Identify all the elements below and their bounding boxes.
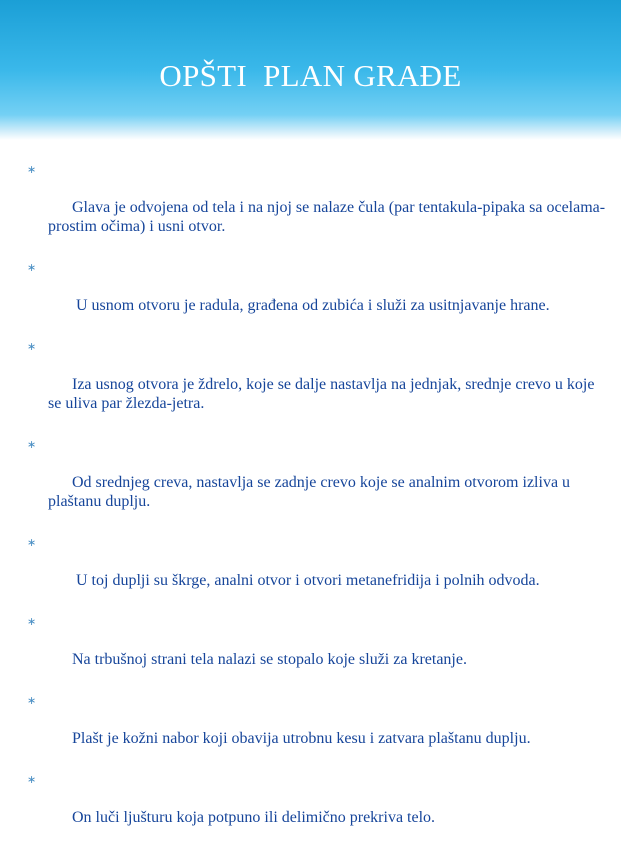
bullet-star-icon: ∗ [27,694,37,707]
bullet-star-icon: ∗ [27,163,37,176]
bullet-star-icon: ∗ [27,536,37,549]
bullet-star-icon: ∗ [27,773,37,786]
bullet-item [0,337,638,432]
bullet-item [0,612,638,688]
bullet-item [0,770,638,846]
bullet-text: U toj duplji su škrge, analni otvor i otvori metanefridija i polnih odvoda. [72,572,540,589]
bullet-item [0,533,638,609]
bullet-text: Glava je odvojena od tela i na njoj se nalaze čula (par tentakula-pipaka sa ocelama-prostim očima) i usni otvor. [48,199,606,235]
bullet-item [0,435,638,530]
title-banner [0,0,621,140]
bullet-list [0,160,638,849]
slide-title: OPŠTI PLAN GRAĐE [159,58,462,93]
bullet-star-icon: ∗ [27,340,37,353]
bullet-text: Od srednjeg creva, nastavlja se zadnje crevo koje se analnim otvorom izliva u plaštanu duplju. [48,474,575,510]
bullet-text: Plašt je kožni nabor koji obavija utrobnu kesu i zatvara plaštanu duplju. [72,730,531,747]
bullet-item [0,160,638,255]
bullet-text: Iza usnog otvora je ždrelo, koje se dalje nastavlja na jednjak, srednje crevo u koje se uliva par žlezda-jetra. [48,376,599,412]
bullet-item [0,691,638,767]
bullet-star-icon: ∗ [27,438,37,451]
bullet-star-icon: ∗ [27,615,37,628]
bullet-text: U usnom otvoru je radula, građena od zubića i služi za usitnjavanje hrane. [72,297,550,314]
bullet-text: Na trbušnoj strani tela nalazi se stopalo koje služi za kretanje. [72,651,467,668]
bullet-item [0,258,638,334]
bullet-text: On luči ljušturu koja potpuno ili delimično prekriva telo. [72,809,436,826]
bullet-star-icon: ∗ [27,261,37,274]
